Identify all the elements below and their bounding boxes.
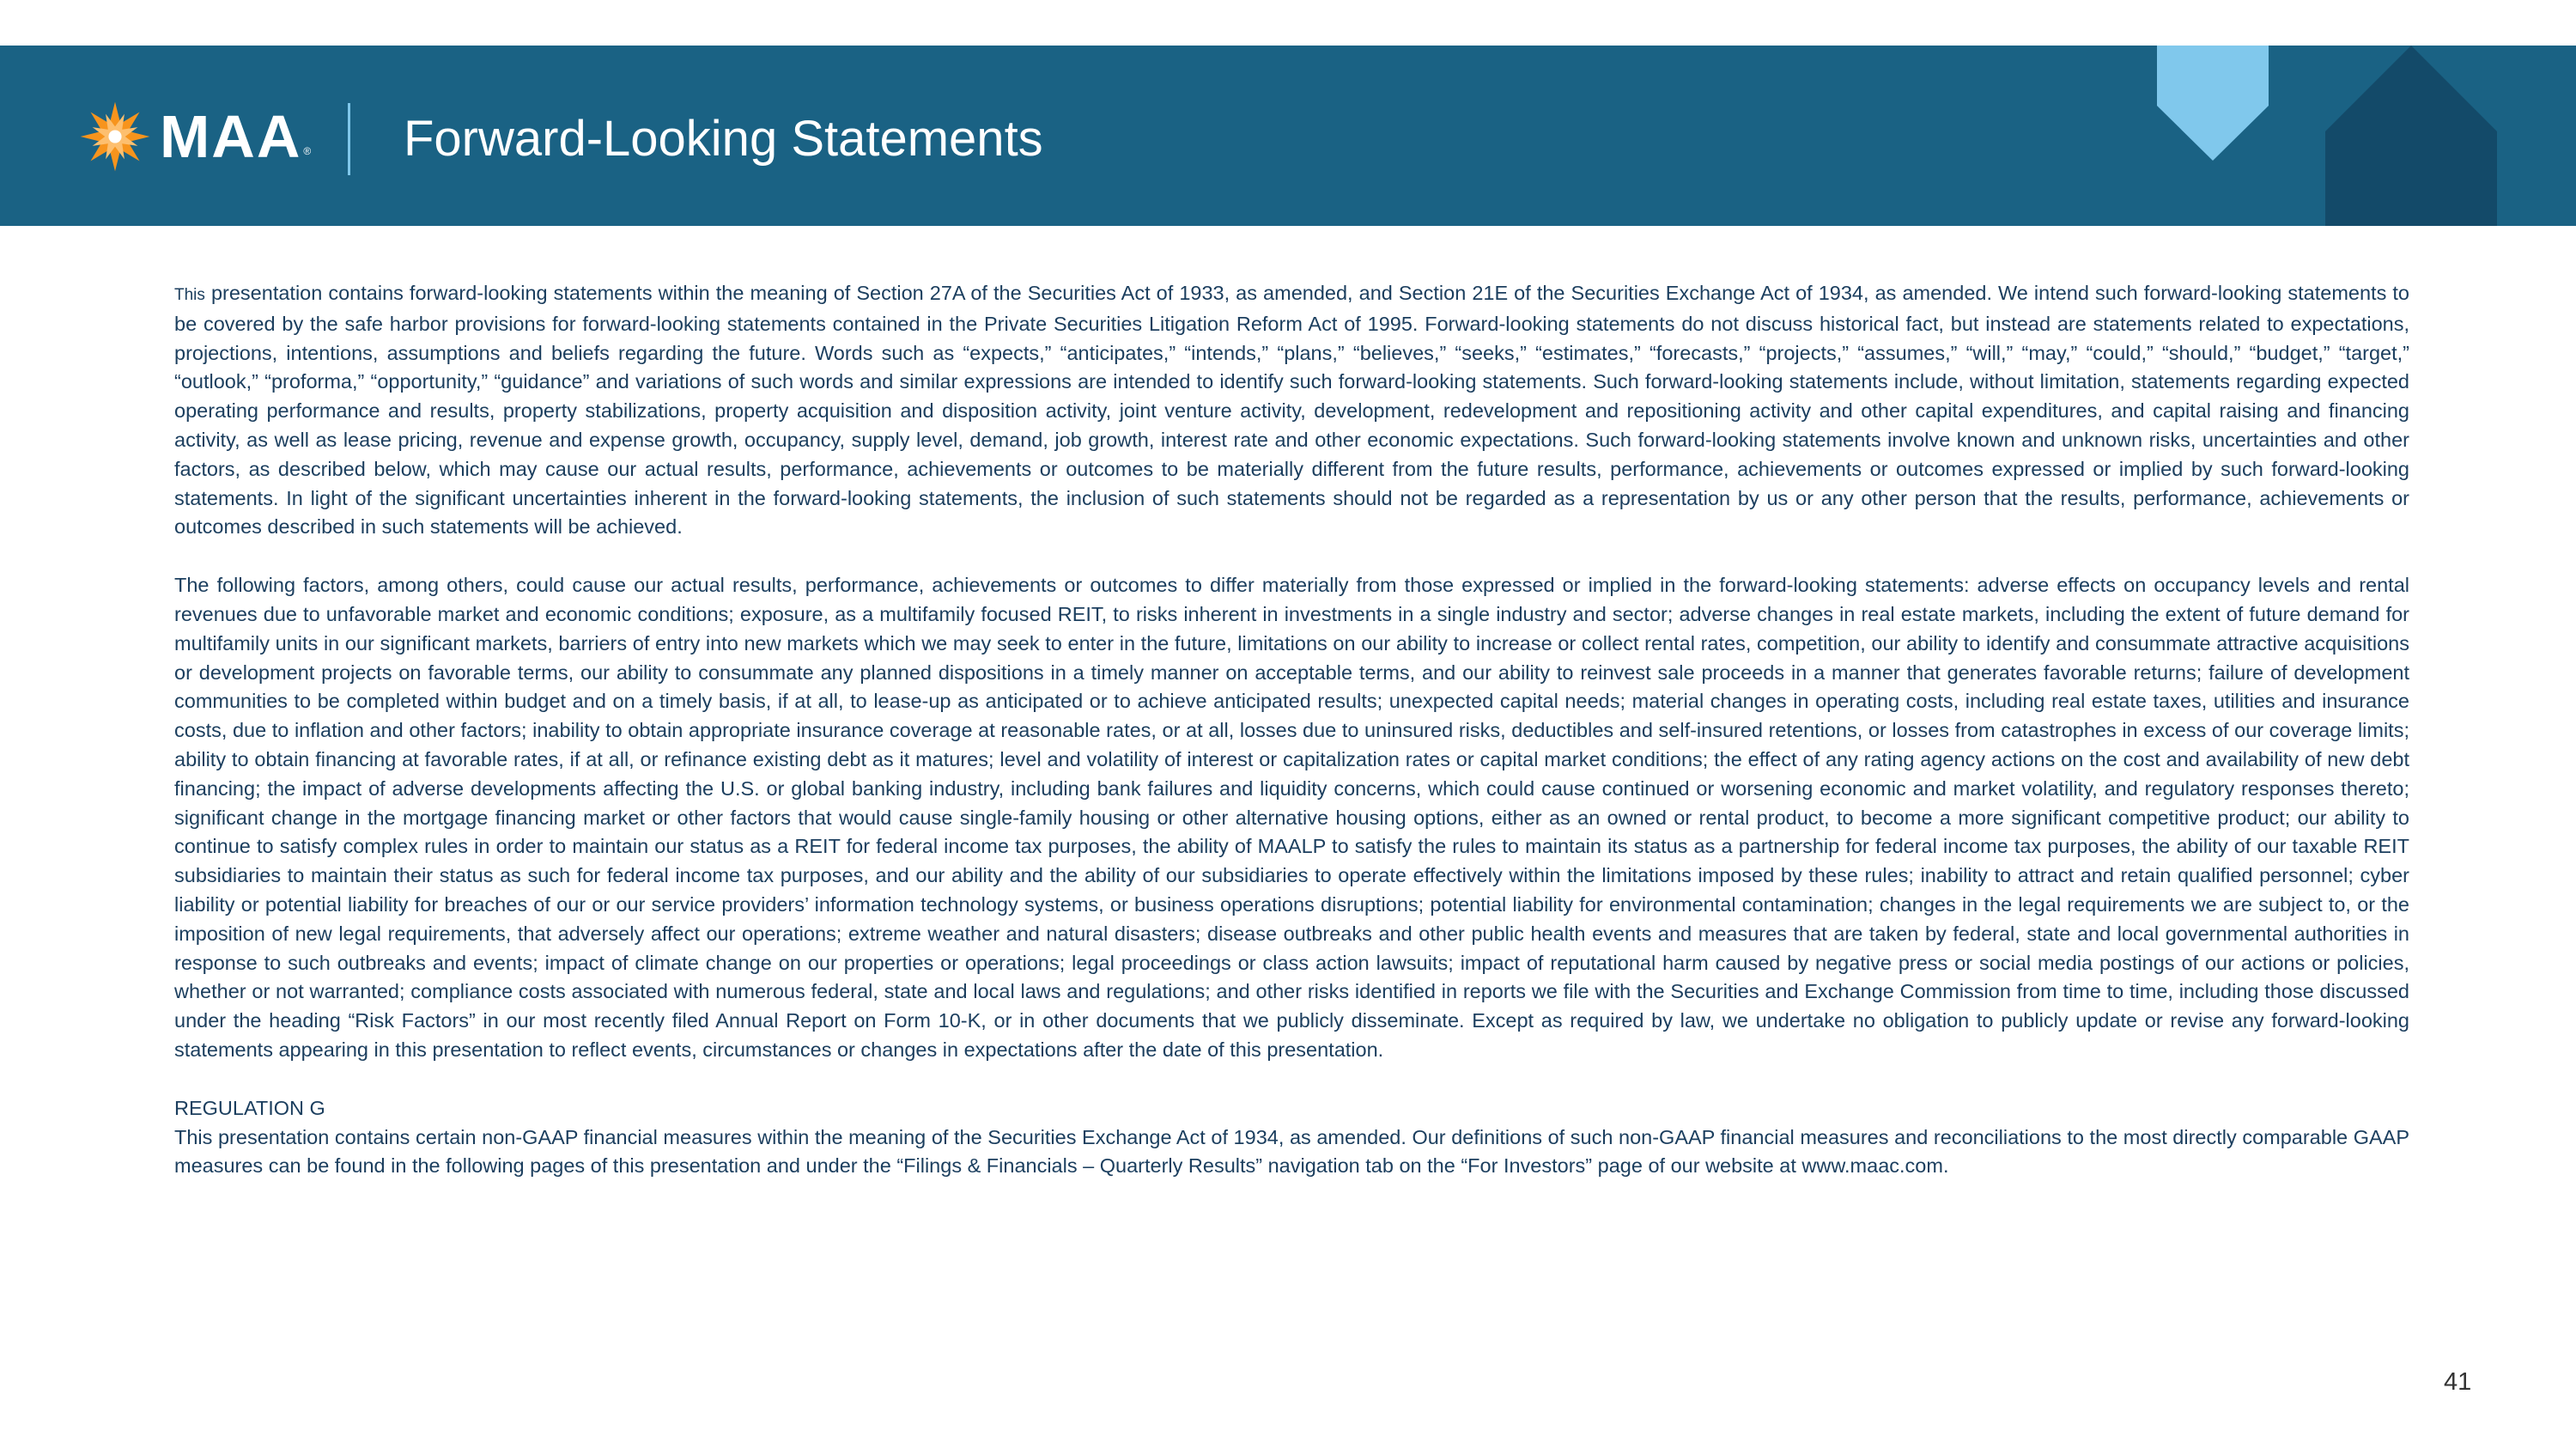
risk-factors-paragraph: The following factors, among others, could cause our actual results, performance, achievements or outcomes to differ materially from those expressed or implied in the forward-looking statements: adverse effects on occupancy levels and rental revenues due to unfavorable market and economic conditions; exposure, as a multifamily focused REIT, to risks inherent in investments in a single industry and sector; adverse changes in real estate markets, including the extent of future demand for multifamily units in our significant markets, barriers of entry into new markets which we may seek to enter in the future, limitations on our ability to increase or collect rental rates, competition, our ability to identify and consummate attractive acquisitions or development projects on favorable terms, our ability to consummate any planned dispositions in a timely manner on acceptable terms, and our ability to reinvest sale proceeds in a manner that generates favorable returns; failure of development communities to be completed within budget and on a timely basis, if at all, to lease-up as anticipated or to achieve anticipated results; unexpected capital needs; material changes in operating costs, including real estate taxes, utilities and insurance costs, due to inflation and other factors; inability to obtain appropriate insurance coverage at reasonable rates, or at all, losses due to uninsured risks, deductibles and self-insured retentions, or losses from catastrophes in excess of our coverage limits; ability to obtain financing at favorable rates, if at all, or refinance existing debt as it matures; level and volatility of interest or capitalization rates or capital market conditions; the effect of any rating agency actions on the cost and availability of new debt financing; the impact of adverse developments affecting the U.S. or global banking industry, including bank failures and liquidity concerns, which could cause continued or worsening economic and market volatility, and regulatory responses thereto; significant change in the mortgage financing market or other factors that would cause single-family housing or other alternative housing options, either as an owned or rental product, to become a more significant competitive product; our ability to continue to satisfy complex rules in order to maintain our status as a REIT for federal income tax purposes, the ability of MAALP to satisfy the rules to maintain its status as a partnership for federal income tax purposes, the ability of our taxable REIT subsidiaries to maintain their status as such for federal income tax purposes, and our ability and the ability of our subsidiaries to operate effectively within the limitations imposed by these rules; inability to attract and retain qualified personnel; cyber liability or potential liability for breaches of our or our service providers’ information technology systems, or business operations disruptions; potential liability for environmental contamination; changes in the legal requirements we are subject to, or the imposition of new legal requirements, that adversely affect our operations; extreme weather and natural disasters; disease outbreaks and other public health events and measures that are taken by federal, state and local governmental authorities in response to such outbreaks and events; impact of climate change on our properties or operations; legal proceedings or class action lawsuits; impact of reputational harm caused by negative press or social media postings of our actions or policies, whether or not warranted; compliance costs associated with numerous federal, state and local laws and regulations; and other risks identified in reports we file with the Securities and Exchange Commission from time to time, including those discussed under the heading “Risk Factors” in our most recently filed Annual Report on Form 10-K, or in other documents that we publicly disseminate. Except as required by law, we undertake no obligation to publicly update or revise any forward-looking statements appearing in this presentation to reflect events, circumstances or changes in expectations after the date of this presentation. bbox=[174, 574, 2409, 1061]
header-band bbox=[0, 46, 2576, 226]
page-number: 41 bbox=[2444, 1368, 2472, 1396]
paragraph-text: presentation contains forward-looking statements within the meaning of Section 27A of the Securities Act of 1933, as amended, and Section 21E of the Securities Exchange Act of 1934, as amended. We intend such forward-looking statements to be covered by the safe harbor provisions for forward-looking statements contained in the Private Securities Litigation Reform Act of 1995. Forward-looking statements do not discuss historical fact, but instead are statements related to expectations, projections, intentions, assumptions and beliefs regarding the future. Words such as “expects,” “anticipates,” “intends,” “plans,” “believes,” “seeks,” “estimates,” “forecasts,” “projects,” “assumes,” “will,” “may,” “could,” “should,” “budget,” “target,” “outlook,” “proforma,” “opportunity,” “guidance” and variations of such words and similar expressions are intended to identify such forward-looking statements. Such forward-looking statements include, without limitation, statements regarding expected operating performance and results, property stabilizations, property acquisition and disposition activity, joint venture activity, development, redevelopment and repositioning activity and other capital expenditures, and capital raising and financing activity, as well as lease pricing, revenue and expense growth, occupancy, supply level, demand, job growth, interest rate and other economic expectations. Such forward-looking statements involve known and unknown risks, uncertainties and other factors, as described below, which may cause our actual results, performance, achievements or outcomes to be materially different from the future results, performance, achievements or outcomes expressed or implied by such forward-looking statements. In light of the significant uncertainties inherent in the forward-looking statements, the inclusion of such statements should not be regarded as a representation by us or any other person that the results, performance, achievements or outcomes described in such statements will be achieved. bbox=[174, 282, 2409, 539]
forward-looking-paragraph bbox=[174, 279, 2409, 542]
chevron-down-decoration-icon bbox=[2157, 46, 2269, 161]
maa-logo bbox=[79, 97, 311, 176]
page-title: Forward-Looking Statements bbox=[404, 111, 1043, 167]
regulation-g-paragraph: This presentation contains certain non-GAAP financial measures within the meaning of the Securities Exchange Act of 1934, as amended. Our definitions of such non-GAAP financial measures and reconciliations to the most directly comparable GAAP measures can be found in the following pages of this presentation and under the “Filings & Financials – Quarterly Results” navigation tab on the “For Investors” page of our website at www.maac.com. bbox=[174, 1125, 2409, 1178]
maa-star-logo-icon bbox=[79, 100, 151, 173]
house-shape-decoration-icon bbox=[2325, 46, 2497, 226]
logo-trademark: ® bbox=[303, 145, 312, 157]
disclaimer-body bbox=[174, 279, 2409, 1181]
paragraph-first-word: This bbox=[174, 286, 205, 304]
logo-text: MAA bbox=[160, 103, 302, 170]
regulation-g-heading: REGULATION G bbox=[174, 1096, 325, 1119]
header-divider bbox=[348, 103, 350, 175]
